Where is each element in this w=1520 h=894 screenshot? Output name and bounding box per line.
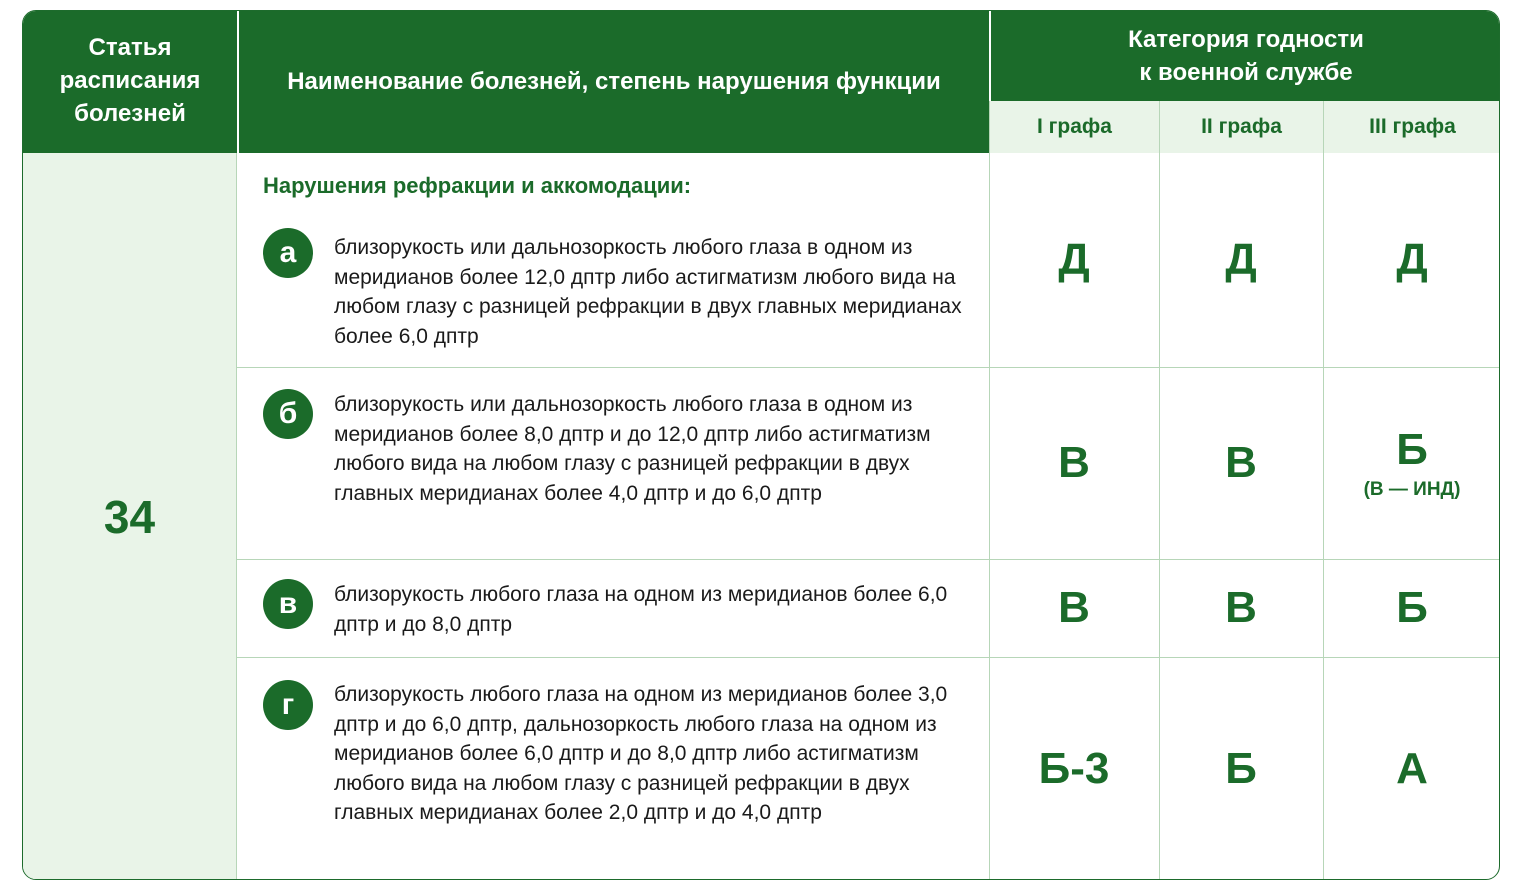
row-description: близорукость или дальнозоркость любого глаза в одном из меридианов более 12,0 дптр либо астигматизм любого вида на любом глазу с разницей рефракции в двух главных меридианах более 6,0 дптр	[334, 236, 962, 348]
header-fitness-category	[989, 11, 1500, 101]
category-value: Б	[1396, 583, 1428, 632]
category-value: Д	[1396, 235, 1428, 284]
category-value: Б-3	[1038, 744, 1110, 793]
row-description: близорукость любого глаза на одном из меридианов более 6,0 дптр и до 8,0 дптр	[334, 583, 948, 636]
category-value: В	[1225, 583, 1257, 632]
category-value: Б	[1225, 744, 1257, 793]
category-value: Д	[1058, 235, 1090, 284]
row-letter-badge: б	[263, 389, 313, 439]
category-value: Д	[1225, 235, 1257, 284]
row-letter-badge: а	[263, 228, 313, 278]
header-article-label: Статья расписания болезней	[59, 33, 201, 127]
category-note: (В — ИНД)	[1363, 479, 1461, 500]
category-value: А	[1396, 744, 1428, 793]
header-article	[23, 11, 237, 153]
column-header-3: III графа	[1323, 101, 1500, 153]
column-header-1: I графа	[989, 101, 1159, 153]
row-description: близорукость любого глаза на одном из меридианов более 3,0 дптр и до 6,0 дптр, дальнозоркость любого глаза на одном из меридианов более 6,0 дптр и до 8,0 дптр либо астигматизм любого вида на любом глазу с разницей рефракции в двух главных меридианах более 2,0 дптр и до 4,0 дптр	[334, 683, 948, 824]
row-description: близорукость или дальнозоркость любого глаза в одном из меридианов более 8,0 дптр и до 12,0 дптр либо астигматизм любого вида на любом глазу с разницей рефракции в двух главных меридианах более 4,0 дптр и до 6,0 дптр	[334, 393, 931, 505]
column-header-2: II графа	[1159, 101, 1323, 153]
header-name-label: Наименование болезней, степень нарушения функции	[287, 68, 941, 95]
header-disease-name	[237, 11, 989, 153]
category-value: Б (В — ИНД)	[1363, 425, 1461, 500]
category-value: В	[1058, 438, 1090, 487]
article-number: 34	[23, 153, 237, 880]
fitness-category-table	[22, 10, 1500, 880]
category-value: В	[1225, 438, 1257, 487]
row-letter-badge: г	[263, 680, 313, 730]
section-title: Нарушения рефракции и аккомодации:	[263, 173, 692, 198]
category-value: В	[1058, 583, 1090, 632]
row-letter-badge: в	[263, 579, 313, 629]
header-category-label: Категория годности к военной службе	[1128, 26, 1364, 86]
